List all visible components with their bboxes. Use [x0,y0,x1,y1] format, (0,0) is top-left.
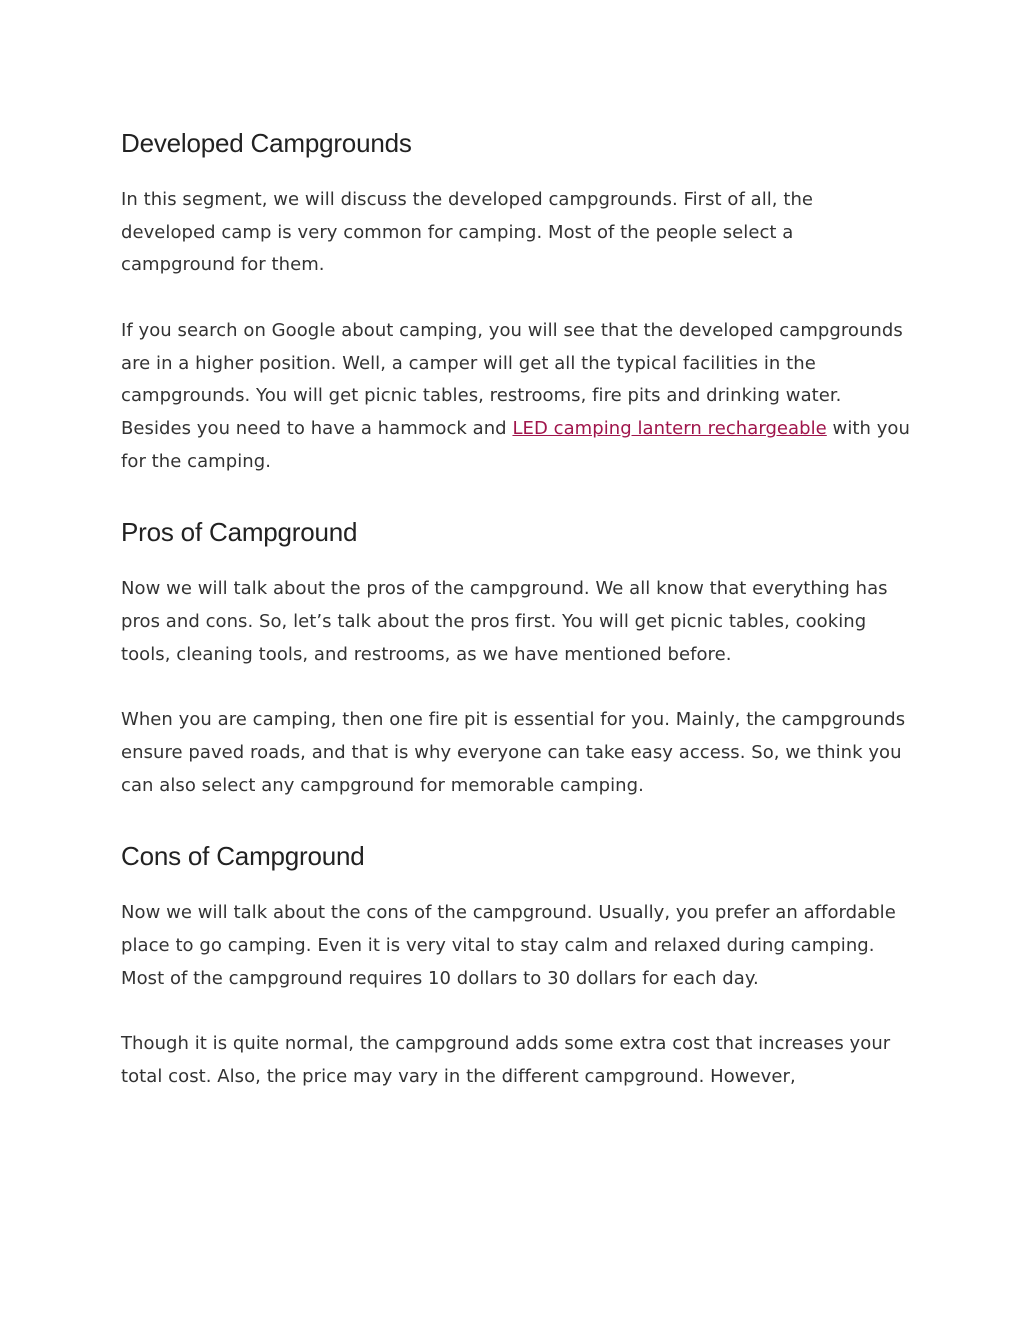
section-pros [121,516,911,802]
led-lantern-link[interactable]: LED camping lantern rechargeable [512,417,827,439]
paragraph-cons-intro: Now we will talk about the cons of the campground. Usually, you prefer an affordable place to go camping. Even it is very vital to stay calm and relaxed during camping. Most of the campground requires 10 dollars to 30 dollars for each day. [121,902,896,989]
paragraph-developed-facilities [121,315,911,479]
heading-developed-campgrounds: Developed Campgrounds [121,128,412,158]
paragraph-text-after-link: with you for the camping. [121,417,910,472]
heading-pros-of-campground: Pros of Campground [121,517,358,548]
document-page [121,127,911,1093]
section-developed-campgrounds [121,127,911,478]
paragraph-pros-fire-pit: When you are camping, then one fire pit is essential for you. Mainly, the campgrounds ensure paved roads, and that is why everyone can take easy access. So, we think you can also select any campground for memorable camping. [121,709,906,796]
section-cons [121,840,911,1093]
paragraph-cons-cost: Though it is quite normal, the campground adds some extra cost that increases your total cost. Also, the price may vary in the different campground. However, [121,1033,891,1087]
paragraph-text-before-link: If you search on Google about camping, you will see that the developed campgrounds are in a higher position. Well, a camper will get all the typical facilities in the campgrounds. You will get picnic tables, restrooms, fire pits and drinking water. Besides you need to have a hammock and [121,319,903,439]
heading-cons-of-campground: Cons of Campground [121,841,365,872]
paragraph-pros-intro: Now we will talk about the pros of the campground. We all know that everything has pros and cons. So, let’s talk about the pros first. You will get picnic tables, cooking tools, cleaning tools, and restrooms, as we have mentioned before. [121,578,888,665]
paragraph-developed-intro: In this segment, we will discuss the developed campgrounds. First of all, the developed camp is very common for camping. Most of the people select a campground for them. [121,189,814,276]
